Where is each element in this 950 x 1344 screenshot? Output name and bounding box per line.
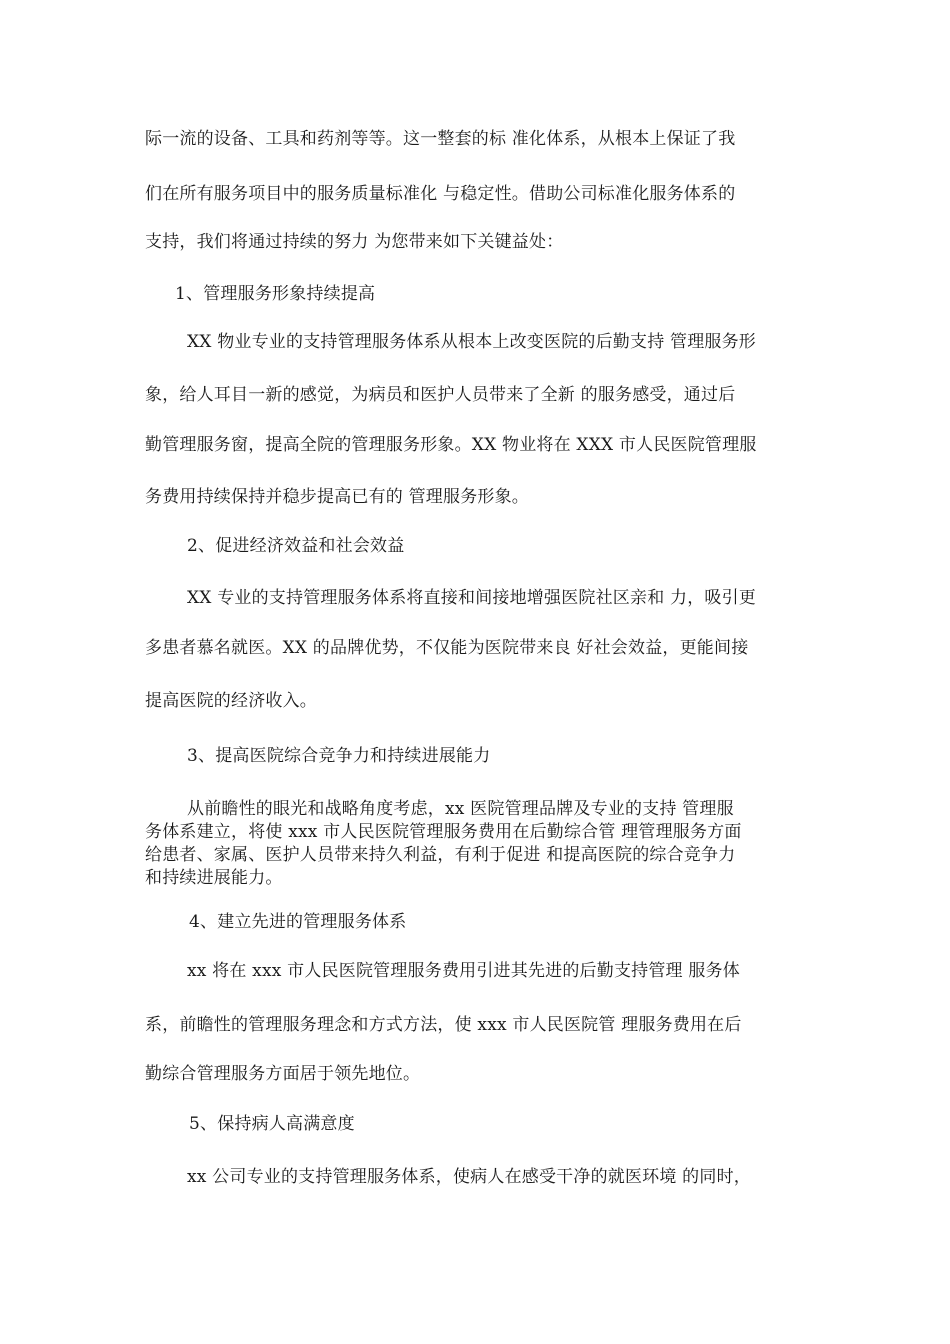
body-text-line: 象，给人耳目一新的感觉，为病员和医护人员带来了全新 的服务感受，通过后 [145,385,736,405]
section-heading-1: 1、管理服务形象持续提高 [175,284,376,304]
body-text-line: 际一流的设备、工具和药剂等等。这一整套的标 准化体系，从根本上保证了我 [145,129,736,149]
body-text-line: 系，前瞻性的管理服务理念和方式方法，使 xxx 市人民医院管 理服务费用在后 [145,1015,742,1035]
body-text-line: 勤管理服务窗，提高全院的管理服务形象。XX 物业将在 XXX 市人民医院管理服 [145,435,757,455]
body-text-line: xx 公司专业的支持管理服务体系，使病人在感受干净的就医环境 的同时， [187,1167,751,1187]
body-text-line: 从前瞻性的眼光和战略角度考虑，xx 医院管理品牌及专业的支持 管理服 [187,799,734,819]
section-heading-3: 3、提高医院综合竞争力和持续进展能力 [187,746,491,766]
body-text-line: 务费用持续保持并稳步提高已有的 管理服务形象。 [145,487,530,507]
body-text-line: 支持，我们将通过持续的努力 为您带来如下关键益处： [145,232,564,252]
body-text-line: 多患者慕名就医。XX 的品牌优势，不仅能为医院带来良 好社会效益，更能间接 [145,638,749,658]
body-text-line: XX 物业专业的支持管理服务体系从根本上改变医院的后勤支持 管理服务形 [187,332,757,352]
body-text-line: 和持续进展能力。 [145,868,283,888]
body-text-line: 勤综合管理服务方面居于领先地位。 [145,1064,421,1084]
body-text-line: xx 将在 xxx 市人民医院管理服务费用引进其先进的后勤支持管理 服务体 [187,961,740,981]
section-heading-5: 5、保持病人高满意度 [189,1114,355,1134]
section-heading-2: 2、促进经济效益和社会效益 [187,536,405,556]
body-text-line: 务体系建立，将使 xxx 市人民医院管理服务费用在后勤综合管 理管理服务方面 [145,822,742,842]
body-text-line: XX 专业的支持管理服务体系将直接和间接地增强医院社区亲和 力，吸引更 [187,588,757,608]
body-text-line: 们在所有服务项目中的服务质量标准化 与稳定性。借助公司标准化服务体系的 [145,184,736,204]
body-text-line: 给患者、家属、医护人员带来持久利益，有利于促进 和提高医院的综合竞争力 [145,845,736,865]
body-text-line: 提高医院的经济收入。 [145,691,317,711]
section-heading-4: 4、建立先进的管理服务体系 [189,912,407,932]
